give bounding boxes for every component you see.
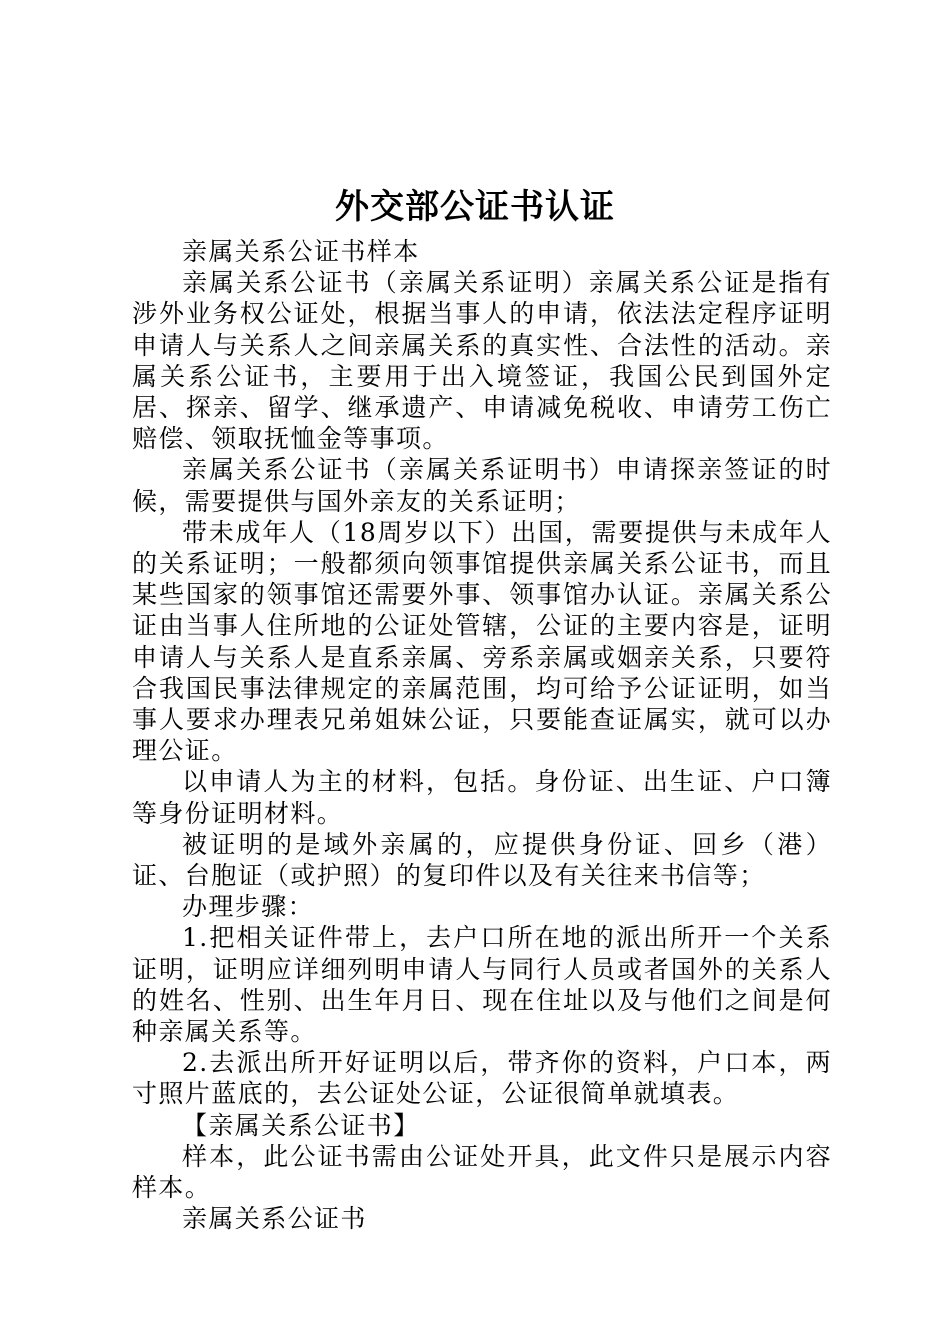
paragraph-certificate-title: 亲属关系公证书 bbox=[182, 1204, 367, 1234]
document-body bbox=[132, 236, 832, 1235]
paragraph-steps-heading: 办理步骤： bbox=[182, 892, 315, 922]
paragraph-step-1: 1.把相关证件带上，去户口所在地的派出所开一个关系证明，证明应详细列明申请人与同行人员或者国外的关系人的姓名、性别、出生年月日、现在住址以及与他们之间是何种亲属关系等。 bbox=[132, 923, 832, 1047]
paragraph-sample-note: 样本，此公证书需由公证处开具，此文件只是展示内容样本。 bbox=[132, 1141, 832, 1203]
paragraph-minors: 带未成年人（18周岁以下）出国，需要提供与未成年人的关系证明；一般都须向领事馆提供亲属关系公证书，而且某些国家的领事馆还需要外事、领事馆办认证。亲属关系公证由当事人住所地的公证处管辖，公证的主要内容是，证明申请人与关系人是直系亲属、旁系亲属或姻亲关系，只要符合我国民事法律规定的亲属范围，均可给予公证证明，如当事人要求办理表兄弟姐妹公证，只要能查证属实，就可以办理公证。 bbox=[132, 517, 832, 766]
paragraph-overseas-relatives: 被证明的是域外亲属的，应提供身份证、回乡（港）证、台胞证（或护照）的复印件以及有关往来书信等； bbox=[132, 829, 832, 891]
paragraph-definition: 亲属关系公证书（亲属关系证明）亲属关系公证是指有涉外业务权公证处，根据当事人的申请，依法法定程序证明申请人与关系人之间亲属关系的真实性、合法性的活动。亲属关系公证书，主要用于出入境签证，我国公民到国外定居、探亲、留学、继承遗产、申请减免税收、申请劳工伤亡赔偿、领取抚恤金等事项。 bbox=[132, 268, 832, 454]
document-title: 外交部公证书认证 bbox=[335, 187, 615, 227]
paragraph-sample-heading: 亲属关系公证书样本 bbox=[182, 237, 420, 266]
paragraph-applicant-materials: 以申请人为主的材料，包括。身份证、出生证、户口簿等身份证明材料。 bbox=[132, 767, 832, 828]
paragraph-certificate-heading: 【亲属关系公证书】 bbox=[182, 1110, 420, 1140]
paragraph-visa: 亲属关系公证书（亲属关系证明书）申请探亲签证的时候，需要提供与国外亲友的关系证明； bbox=[132, 455, 832, 516]
paragraph-step-2: 2.去派出所开好证明以后，带齐你的资料，户口本，两寸照片蓝底的，去公证处公证，公证很简单就填表。 bbox=[132, 1048, 832, 1109]
